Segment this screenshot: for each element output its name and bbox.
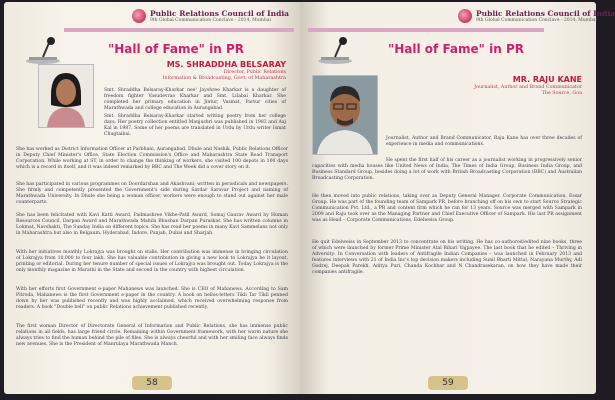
book-spread: [4, 2, 615, 394]
page-title: "Hall of Fame" in PR: [388, 42, 524, 56]
conclave-name: 9th Global Communication Conclave - 2014, Mumbai: [476, 17, 597, 23]
right-page: [300, 2, 615, 394]
org-name: Public Relations Council of India: [476, 8, 615, 18]
person-organization: Information & Broadcasting, Govt. of Maharashtra: [162, 76, 286, 81]
bio-paragraph: Smt. Shraddha Belsaray-Kharkar nee' Jayshree Kharkar is a daughter of freedom fighter Vasudevrao Kharkar and Smt. Lilabai Kharkar. She completed her primary education in Jintur, Vasmat, Partur cities of Marathwada and college education in Aurangabad.: [104, 88, 286, 111]
bio-paragraph: With her efforts first Government e-paper Mahanews was launched. She is CEO of Mahanews. According to Sam Pitroda, Mahanews is the first Government e-paper in the country. A book on hellos-letters Tikli Tar Tikli penned down by her was published recently and was highly acclaimed, which received overwhelming response from readers. A book "Double bell" on public Relations achievement published recently.: [16, 287, 288, 310]
page-title: "Hall of Fame" in PR: [108, 42, 244, 56]
person-name: MS. SHRADDHA BELSARAY: [166, 60, 286, 69]
org-name: Public Relations Council of India: [150, 8, 290, 18]
microphone-icon: [314, 36, 356, 64]
bio-paragraph: Journalist, Author and Brand Communicator, Raju Kane has over three decades of experience in media and communications.: [386, 136, 582, 147]
portrait-photo: [312, 75, 378, 155]
prci-logo-icon: [132, 9, 146, 23]
microphone-icon: [22, 36, 64, 64]
prci-logo-icon: [458, 9, 472, 23]
header-rule: [64, 28, 294, 32]
bio-paragraph: She has been felicitated with Kavi Katti Award, Padmashree Vikhe-Patil Award, Somaj Gaurav Award by Human Resources Council, Darpan Award and Marathwada Mahila Bhushan Darpan Puraskar. She has written columns in Lokmat, Navshakti, The Sunday India on different topics. She has read her poems in many Kavi Sammelans not only in Maharashtra but also in Belgaum, Hyderabad, Indore, Panjab, Dubai and Sharjah.: [16, 213, 288, 236]
right-header: [458, 6, 615, 26]
bio-paragraph: The first woman Director of Directorate General of Information and Public Relations, she has immense public relations in all fields, has large friend circle. Remaining within Government framework, with her warm nature she always tries to find the human behind the pile of files. She is always cheerful and with her smiling face always finds new avenues. She is the President of Manrulaya Marathwada Manch.: [16, 324, 288, 347]
conclave-name: 9th Global Communication Conclave - 2014, Mumbai: [150, 17, 271, 23]
bio-paragraph: Smt. Shraddha Belsaray-Kharkar started writing poetry from her college days. Her poetry collection entitled Manjushri was published in 1983 and Aaj Kal in 1987. Some of her poems are translated in Urdu by Urdu writer Ismat Chugtaibai.: [104, 114, 286, 137]
page-number: 59: [428, 376, 468, 390]
portrait-photo: [38, 64, 94, 128]
bio-paragraph: He then moved into public relations, taking over as Deputy General Manager, Corporate Communication, Essar Group. He was part of the founding team of Sampark PR, before branching off on his own to start Source Strategic Communication Pvt. Ltd., a PR and content firm which he ran for 13 years. Source was merged with Sampark in 2009 and Raju took over as the Managing Partner and Chief Executive Officer of Sampark. His last PR assignment was as Head – Corporate Communications, Edelweiss Group.: [312, 194, 582, 223]
bio-paragraph: He quit Edelweiss in September 2013 to concentrate on his writing. He has co-authored/edited nine books, three of which were launched by former Prime Minister Atal Bihari Vajpayee. The last book that he edited – Thriving in Adversity: In Conversation with leaders of Antifragile Indian Companies – was launched in February 2013 and features interviews with 21 of India Inc's top decision makers including Sunil Bharti Mittal, Narayana Murthy, Adi Godrej, Deepak Parekh, Aditya Puri, Chanda Kochhar and N Chandrasekaran, on how they have made their companies antifragile.: [312, 240, 582, 275]
person-role: Journalist, Author and Brand Communicator: [474, 85, 582, 90]
person-role: Director, Public Relations: [223, 70, 286, 75]
left-page: [4, 2, 300, 394]
left-header: [132, 6, 289, 26]
page-number: 58: [132, 376, 172, 390]
bio-paragraph: She has worked as District Information Officer at Parbhani, Aurangabad, Dhule and Nashik, Public Relations Officer in Deputy Chief Minister's Office, State Election Commission's Office and Maharashtra State Road Transport Corporation. While working at ST, in order to change the thinking of workers, she visited 100 depots in 100 days which is a record in itself, and it was indeed remarked by BBC and The Week did a cover story on it.: [16, 147, 288, 170]
bio-paragraph: He spent the first half of his career as a journalist working in progressively senior capacities with media houses like United News of India, The Times of India Group, Business India Group, and Business Standard Group, besides doing a lot of work with British Broadcasting Corporation (BBC) and Australian Broadcasting Corporation.: [312, 158, 582, 181]
bio-paragraph: She has participated in various programmes on Doordarshan and Akashvani; written in periodicals and newspapers. She firmly and competently presented the Government's side during Sardar Sarovar Project and naming of Marathwada University. In Dhule she being a woman officer, workers were enough to stand out against her male counterparts.: [16, 182, 288, 205]
header-rule: [308, 28, 544, 32]
person-organization: The Source, Goa: [541, 91, 582, 96]
bio-paragraph: With her initiatives monthly Lokrajya was brought on stalls. Her contribution was immense in bringing circulation of Lokrajya from 10,000 to four lakh. She has valuable contribution in giving a new look to Lokrajya be it layout, printing or editorial. During her tenure number of special issues of Lokrajya was brought out. Today Lokrajya is the only monthly magazine in Marathi in the State and second in the country with highest circulation.: [16, 250, 288, 273]
person-name: MR. RAJU KANE: [512, 75, 582, 84]
